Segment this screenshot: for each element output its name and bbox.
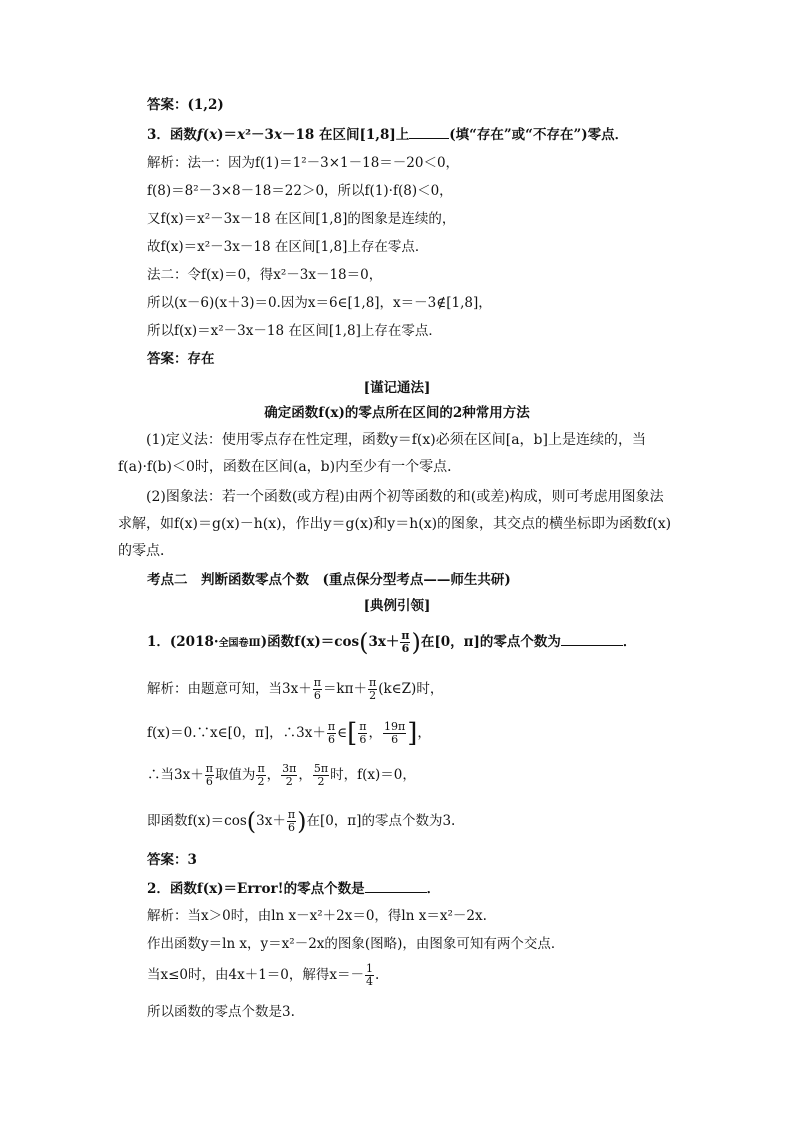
solution-1-line-2: f(x)＝0.∵x∈[0，π]，∴3x＋ $\frac{\pi}{6}$ ∈[ $\frac{\pi}{6}$ ， $\frac{19\pi}{6}$ ]， [147,718,431,749]
method-paragraph-1: (1)定义法：使用零点存在性定理，函数y＝f(x)必须在区间[a，b]上是连续的，当f(a)·f(b)＜0时，函数在区间(a，b)内至少有一个零点． [118,432,646,475]
answer-blank [409,138,449,139]
topic-2-title: 考点二 判断函数零点个数 (重点保分型考点——师生共研) [147,572,511,588]
solution-2-line-2: 作出函数y＝ln x，y＝x²－2x的图象(图略)，由图象可知有两个交点． [147,936,565,952]
solution-1-line-1: 解析：由题意可知，当3x＋ $\frac{\pi}{6}$ ＝kπ＋ $\frac{\pi}{2}$ (k∈Z)时， [147,676,444,702]
solution-3-line-7: 所以f(x)＝x²－3x－18 在区间[1,8]上存在零点． [147,323,442,339]
answer-3: 答案：存在 [147,351,215,367]
answer-1: 答案：(1,2) [147,97,224,113]
solution-3-line-1: 解析：法一：因为f(1)＝1²－3×1－18＝－20＜0， [147,155,460,171]
solution-1-line-4: 即函数f(x)＝cos(3x＋ $\frac{\pi}{6}$ )在[0，π]的零点个数为3. [147,807,456,836]
solution-2-line-4: 所以函数的零点个数是3. [147,1004,295,1020]
solution-3-line-2: f(8)＝8²－3×8－18＝22＞0，所以f(1)·f(8)＜0， [147,183,453,199]
question-2: 2．函数f(x)＝Error!的零点个数是 ． [147,881,441,897]
solution-2-line-3: 当x≤0时，由4x＋1＝0，解得x＝－ $\frac{1}{4}$ . [147,962,380,988]
question-1: 1．(2018·全国卷Ⅲ)函数f(x)＝cos(3x＋ $\frac{\pi}{6}$ )在[0，π]的零点个数为 ． [147,628,637,657]
solution-3-line-3: 又f(x)＝x²－3x－18 在区间[1,8]的图象是连续的， [147,211,456,227]
solution-3-line-6: 所以(x－6)(x＋3)＝0.因为x＝6∈[1,8]，x＝－3∉[1,8]， [147,295,492,311]
solution-2-line-1: 解析：当x＞0时，由ln x－x²＋2x＝0，得ln x＝x²－2x. [147,908,487,924]
method-paragraph-2: (2)图象法：若一个函数(或方程)由两个初等函数的和(或差)构成，则可考虑用图象法求解，如f(x)＝g(x)－h(x)，作出y＝g(x)和y＝h(x)的图象，其交点的横坐标即为函数f(x)的零点． [118,489,672,559]
solution-3-line-4: 故f(x)＝x²－3x－18 在区间[1,8]上存在零点． [147,239,429,255]
answer-blank [365,892,427,893]
question-3: 3．函数f(x)＝x²－3x－18 在区间[1,8]上 (填“存在”或“不存在”)零点． [147,127,629,143]
method-title: 确定函数f(x)的零点所在区间的2种常用方法 [264,405,530,421]
solution-3-line-5: 法二：令f(x)＝0，得x²－3x－18＝0， [147,267,383,283]
answer-question-1: 答案：3 [147,852,197,868]
answer-blank [561,645,623,646]
method-heading: [谨记通法] [363,380,431,396]
solution-1-line-3: ∴当3x＋ $\frac{\pi}{6}$ 取值为 $\frac{\pi}{2}$ ， $\frac{3\pi}{2}$ ， $\frac{5\pi}{2}$ 时，f(x)＝0， [147,762,416,788]
example-heading: [典例引领] [363,598,431,614]
